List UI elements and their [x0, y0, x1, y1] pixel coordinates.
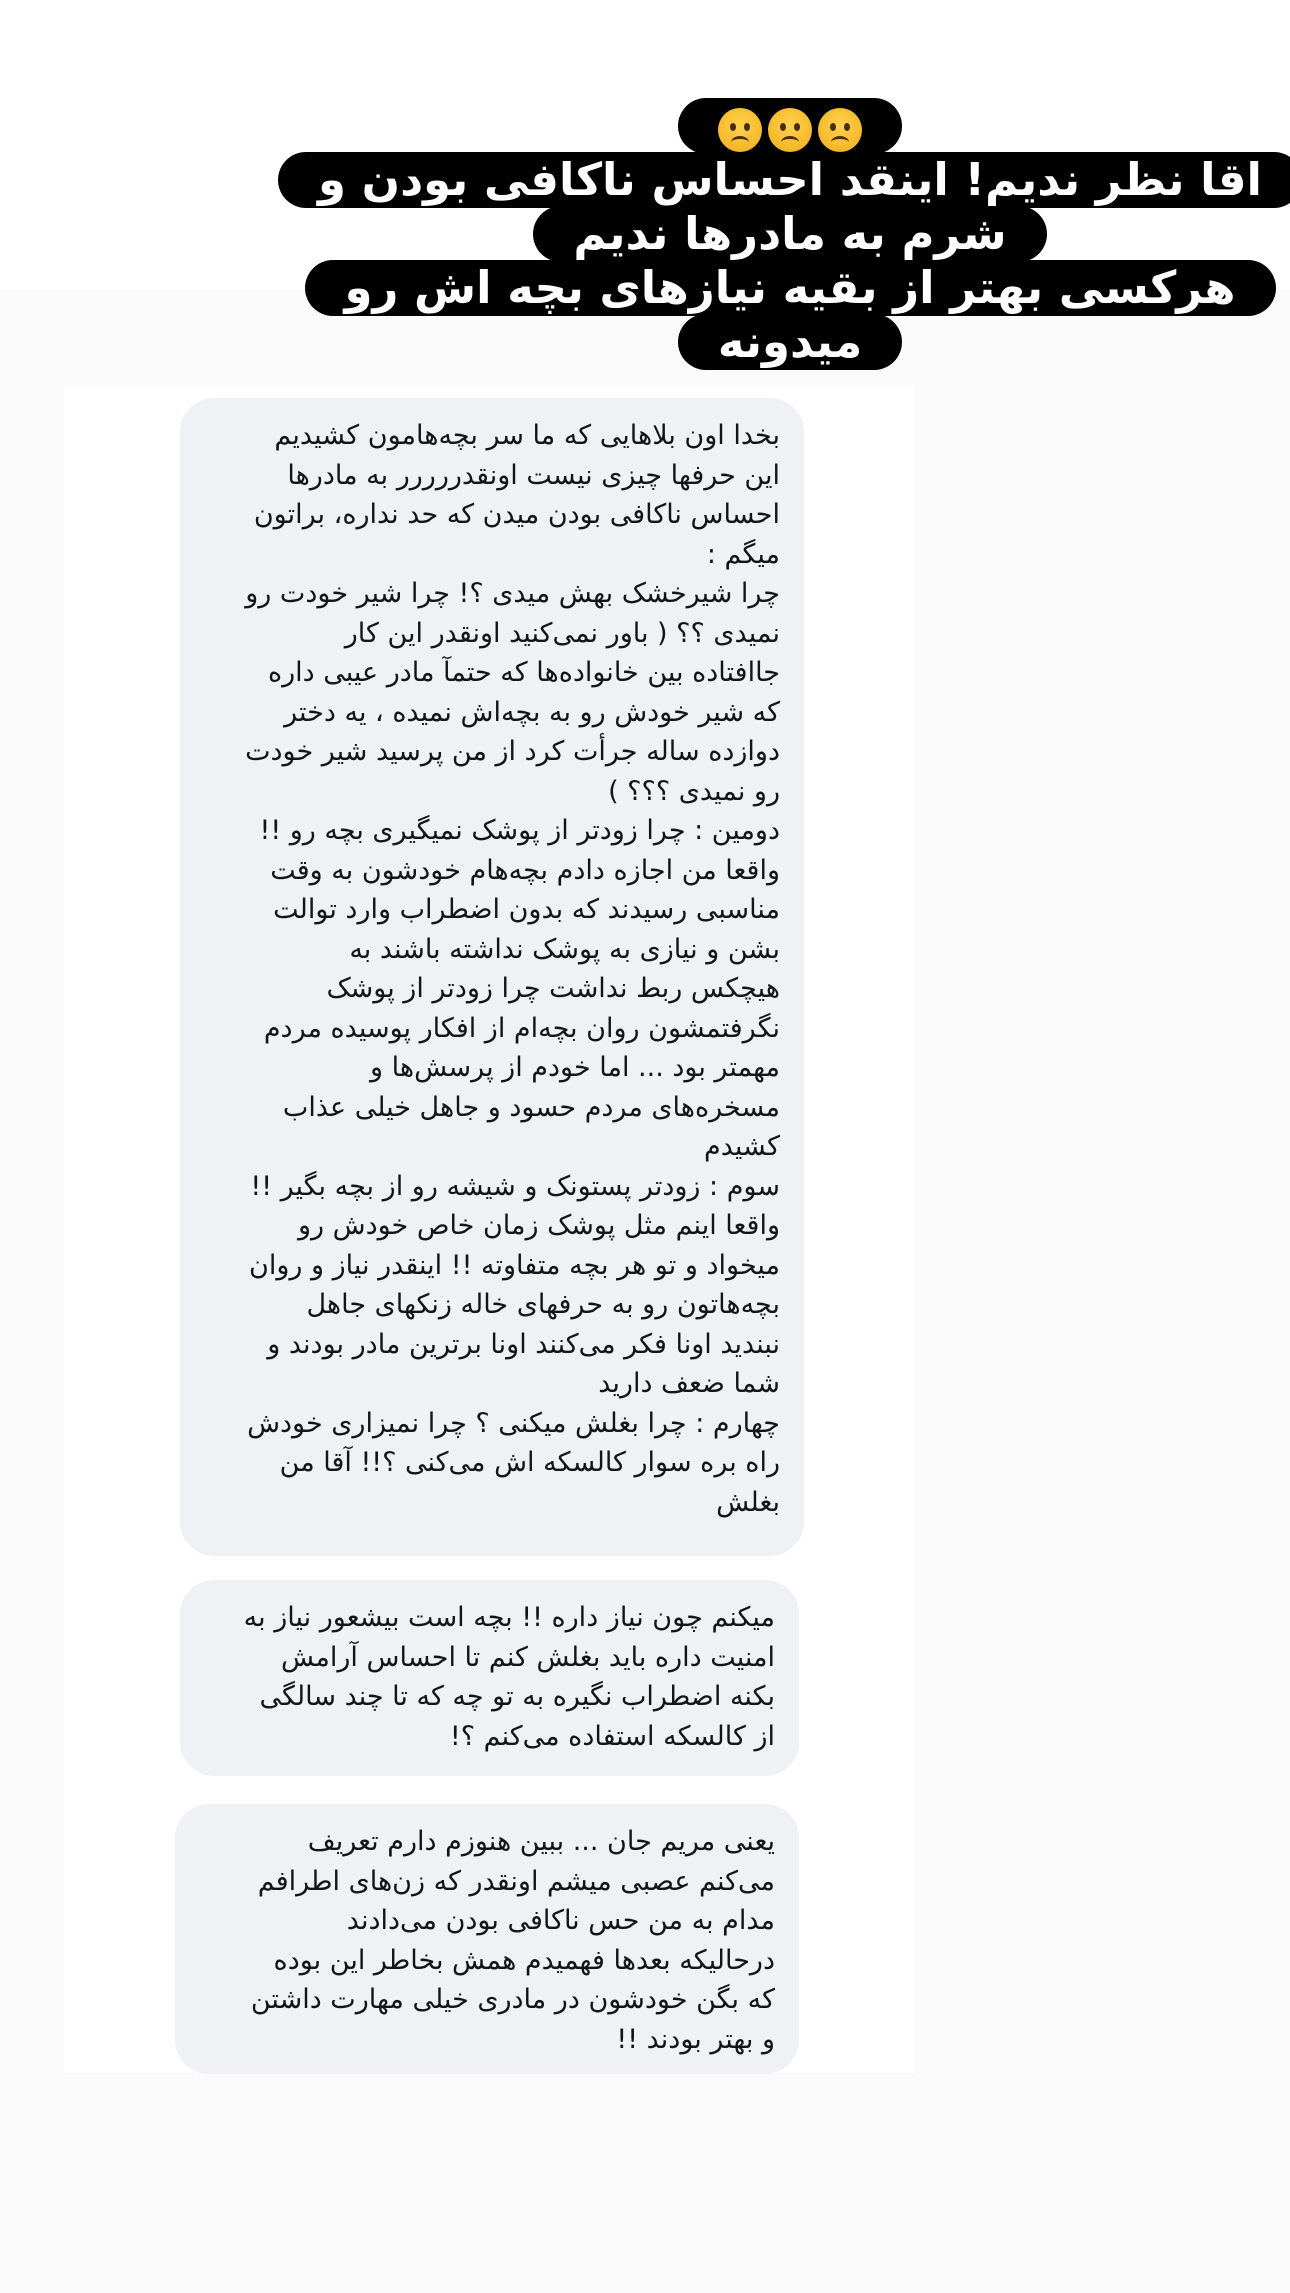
message-paragraph: بخدا اون بلاهایی که ما سر بچه‌هامون کشیدیم این حرفها چیزی نیست اونقدررررر به مادرها احساس ناکافی بودن میدن که حد نداره، براتون میگم : — [253, 420, 780, 570]
message-paragraph: چرا شیرخشک بهش میدی ؟! چرا شیر خودت رو نمیدی ؟؟ ( باور نمی‌کنید اونقدر این کار جاافتاده بین خانواده‌ها که حتمآ مادر عیبی داره که شیر خودش رو به بچه‌اش نمیده ، یه دختر دوازده ساله جرأت کرد از من پرسید شیر خودت رو نمیدی ؟؟؟ ) — [245, 578, 780, 807]
story-caption — [300, 100, 1280, 370]
caption-line: میدونه — [678, 314, 902, 370]
message-paragraph: یعنی مریم جان ... ببین هنوزم دارم تعریف می‌کنم عصبی میشم اونقدر که زن‌های اطرافم مدام به من حس ناکافی بودن می‌دادند درحالیکه بعدها فهمیدم همش بخاطر این بوده که بگن خودشون در مادری خیلی مهارت داشتن و بهتر بودند !! — [250, 1826, 775, 2055]
message-paragraph: چهارم : چرا بغلش میکنی ؟ چرا نمیزاری خودش راه بره سوار کالسکه اش می‌کنی ؟!! آقا من بغلش — [247, 1407, 780, 1518]
caption-line: هرکسی بهتر از بقیه نیازهای بچه اش رو — [305, 260, 1276, 316]
message-bubble — [180, 398, 804, 1556]
sad-face-icon — [768, 108, 812, 152]
message-bubble — [175, 1804, 799, 2074]
sad-face-icon — [718, 108, 762, 152]
message-bubble — [180, 1580, 799, 1776]
sad-face-icon — [818, 108, 862, 152]
message-paragraph: دومین : چرا زودتر از پوشک نمیگیری بچه رو !! واقعا من اجازه دادم بچه‌هام خودشون به وقت مناسبی رسیدند که بدون اضطراب وارد توالت بشن و نیازی به پوشک نداشته باشند به هیچکس ربط نداشت چرا زودتر از پوشک نگرفتمشون روان بچه‌ام از افکار پوسیده مردم مهمتر بود ... اما خودم از پرسش‌ها و مسخره‌های مردم حسود و جاهل خیلی عذاب کشیدم — [259, 815, 780, 1162]
caption-emoji-row — [678, 98, 902, 154]
message-paragraph: سوم : زودتر پستونک و شیشه رو از بچه بگیر !! واقعا اینم مثل پوشک زمان خاص خودش رو میخواد و تو هر بچه متفاوته !! اینقدر نیاز و روان بچه‌هاتون رو به حرفهای خاله زنکهای جاهل نبندید اونا فکر می‌کنند اونا برترین مادر بودند و شما ضعف دارید — [249, 1170, 780, 1399]
caption-line: اقا نظر ندیم! اینقد احساس ناکافی بودن و — [278, 152, 1290, 208]
caption-line: شرم به مادرها ندیم — [533, 206, 1046, 262]
message-paragraph: میکنم چون نیاز داره !! بچه است بیشعور نیاز به امنیت داره باید بغلش کنم تا احساس آرامش بکنه اضطراب نگیره به تو چه که تا چند سالگی از کالسکه استفاده می‌کنم ؟! — [243, 1602, 775, 1752]
